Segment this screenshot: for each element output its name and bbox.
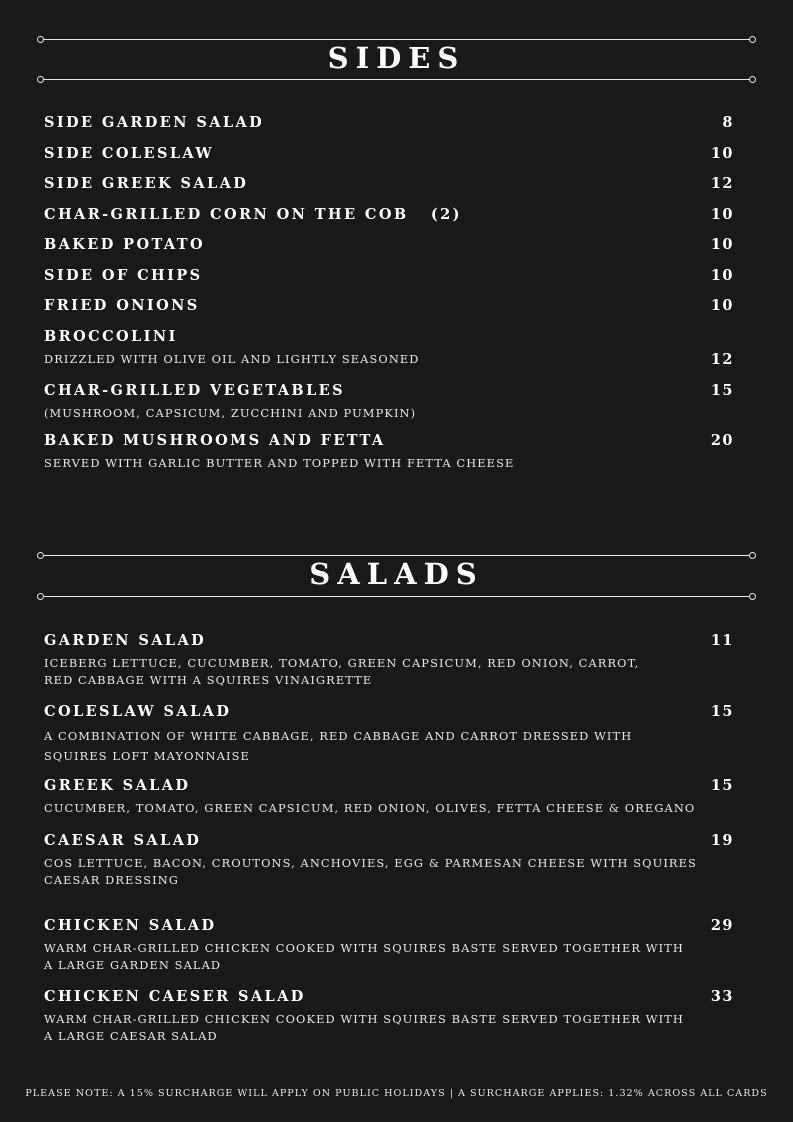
menu-item-side-garden-salad — [44, 114, 734, 132]
menu-item-broccolini — [44, 328, 734, 368]
sides-bottom-rule — [40, 79, 753, 80]
item-name: SIDE OF CHIPS — [44, 267, 203, 284]
menu-item-caesar-salad — [44, 832, 734, 888]
item-price: 12 — [710, 175, 734, 192]
item-description: A COMBINATION OF WHITE CABBAGE, RED CABBAGE AND CARROT DRESSED WITH SQUIRES LOFT MAYONNAISE — [44, 729, 633, 763]
menu-item-corn-on-the-cob — [44, 206, 734, 224]
item-price: 15 — [710, 382, 734, 399]
item-description: (MUSHROOM, CAPSICUM, ZUCCHINI AND PUMPKIN) — [44, 406, 417, 420]
item-price: 19 — [710, 832, 734, 849]
item-description: WARM CHAR-GRILLED CHICKEN COOKED WITH SQUIRES BASTE SERVED TOGETHER WITH A LARGE CAESAR SALAD — [44, 1012, 684, 1043]
menu-item-garden-salad — [44, 632, 734, 688]
item-price: 10 — [710, 145, 734, 162]
item-price: 10 — [710, 297, 734, 314]
menu-item-char-grilled-vegetables — [44, 382, 734, 422]
item-name: SIDE COLESLAW — [44, 145, 215, 162]
item-name: GARDEN SALAD — [44, 632, 207, 649]
item-name: BAKED MUSHROOMS AND FETTA — [44, 432, 386, 449]
menu-item-side-greek-salad — [44, 175, 734, 193]
item-price: 10 — [710, 206, 734, 223]
item-name: BAKED POTATO — [44, 236, 205, 253]
salads-title: SALADS — [309, 557, 484, 591]
sides-title: SIDES — [327, 41, 466, 75]
item-name: GREEK SALAD — [44, 777, 191, 794]
item-price: 12 — [710, 351, 734, 368]
item-name: CAESAR SALAD — [44, 832, 202, 849]
item-price: 8 — [722, 114, 734, 131]
item-description — [44, 351, 694, 368]
item-description: COS LETTUCE, BACON, CROUTONS, ANCHOVIES, EGG & PARMESAN CHEESE WITH SQUIRES CAESAR DRESSING — [44, 856, 697, 887]
item-price: 20 — [710, 432, 734, 449]
salads-bottom-rule — [40, 596, 753, 597]
item-name: CHICKEN SALAD — [44, 917, 217, 934]
item-name: COLESLAW SALAD — [44, 703, 232, 720]
item-price: 10 — [710, 267, 734, 284]
menu-item-fried-onions — [44, 297, 734, 315]
item-name: SIDE GARDEN SALAD — [44, 114, 265, 131]
menu-item-baked-mushrooms — [44, 432, 734, 472]
item-description: CUCUMBER, TOMATO, GREEN CAPSICUM, RED ONION, OLIVES, FETTA CHEESE & OREGANO — [44, 801, 696, 815]
menu-item-baked-potato — [44, 236, 734, 254]
item-description: SERVED WITH GARLIC BUTTER AND TOPPED WITH FETTA CHEESE — [44, 456, 515, 470]
surcharge-note: PLEASE NOTE: A 15% SURCHARGE WILL APPLY ON PUBLIC HOLIDAYS | A SURCHARGE APPLIES: 1.32% ACROSS ALL CARDS — [25, 1088, 768, 1099]
item-price: 33 — [710, 988, 734, 1005]
item-price: 15 — [710, 777, 734, 794]
item-name: CHAR-GRILLED CORN ON THE COB (2) — [44, 206, 462, 223]
item-price: 29 — [710, 917, 734, 934]
item-name: SIDE GREEK SALAD — [44, 175, 249, 192]
menu-item-coleslaw-salad — [44, 703, 734, 766]
item-price: 10 — [710, 236, 734, 253]
item-price: 11 — [710, 632, 734, 649]
menu-item-chicken-caeser-salad — [44, 988, 734, 1044]
sides-top-rule — [40, 39, 753, 40]
item-name: BROCCOLINI — [44, 328, 178, 345]
item-description: ICEBERG LETTUCE, CUCUMBER, TOMATO, GREEN CAPSICUM, RED ONION, CARROT, RED CABBAGE WITH A SQUIRES VINAIGRETTE — [44, 656, 640, 687]
item-name: CHAR-GRILLED VEGETABLES — [44, 382, 345, 399]
menu-item-greek-salad — [44, 777, 734, 817]
salads-top-rule — [40, 555, 753, 556]
item-description-text: DRIZZLED WITH OLIVE OIL AND LIGHTLY SEASONED — [44, 352, 420, 366]
menu-item-chicken-salad — [44, 917, 734, 973]
item-price: 15 — [710, 703, 734, 720]
item-description: WARM CHAR-GRILLED CHICKEN COOKED WITH SQUIRES BASTE SERVED TOGETHER WITH A LARGE GARDEN SALAD — [44, 941, 684, 972]
item-name: CHICKEN CAESER SALAD — [44, 988, 306, 1005]
menu-item-side-coleslaw — [44, 145, 734, 163]
menu-item-side-of-chips — [44, 267, 734, 285]
item-name: FRIED ONIONS — [44, 297, 200, 314]
